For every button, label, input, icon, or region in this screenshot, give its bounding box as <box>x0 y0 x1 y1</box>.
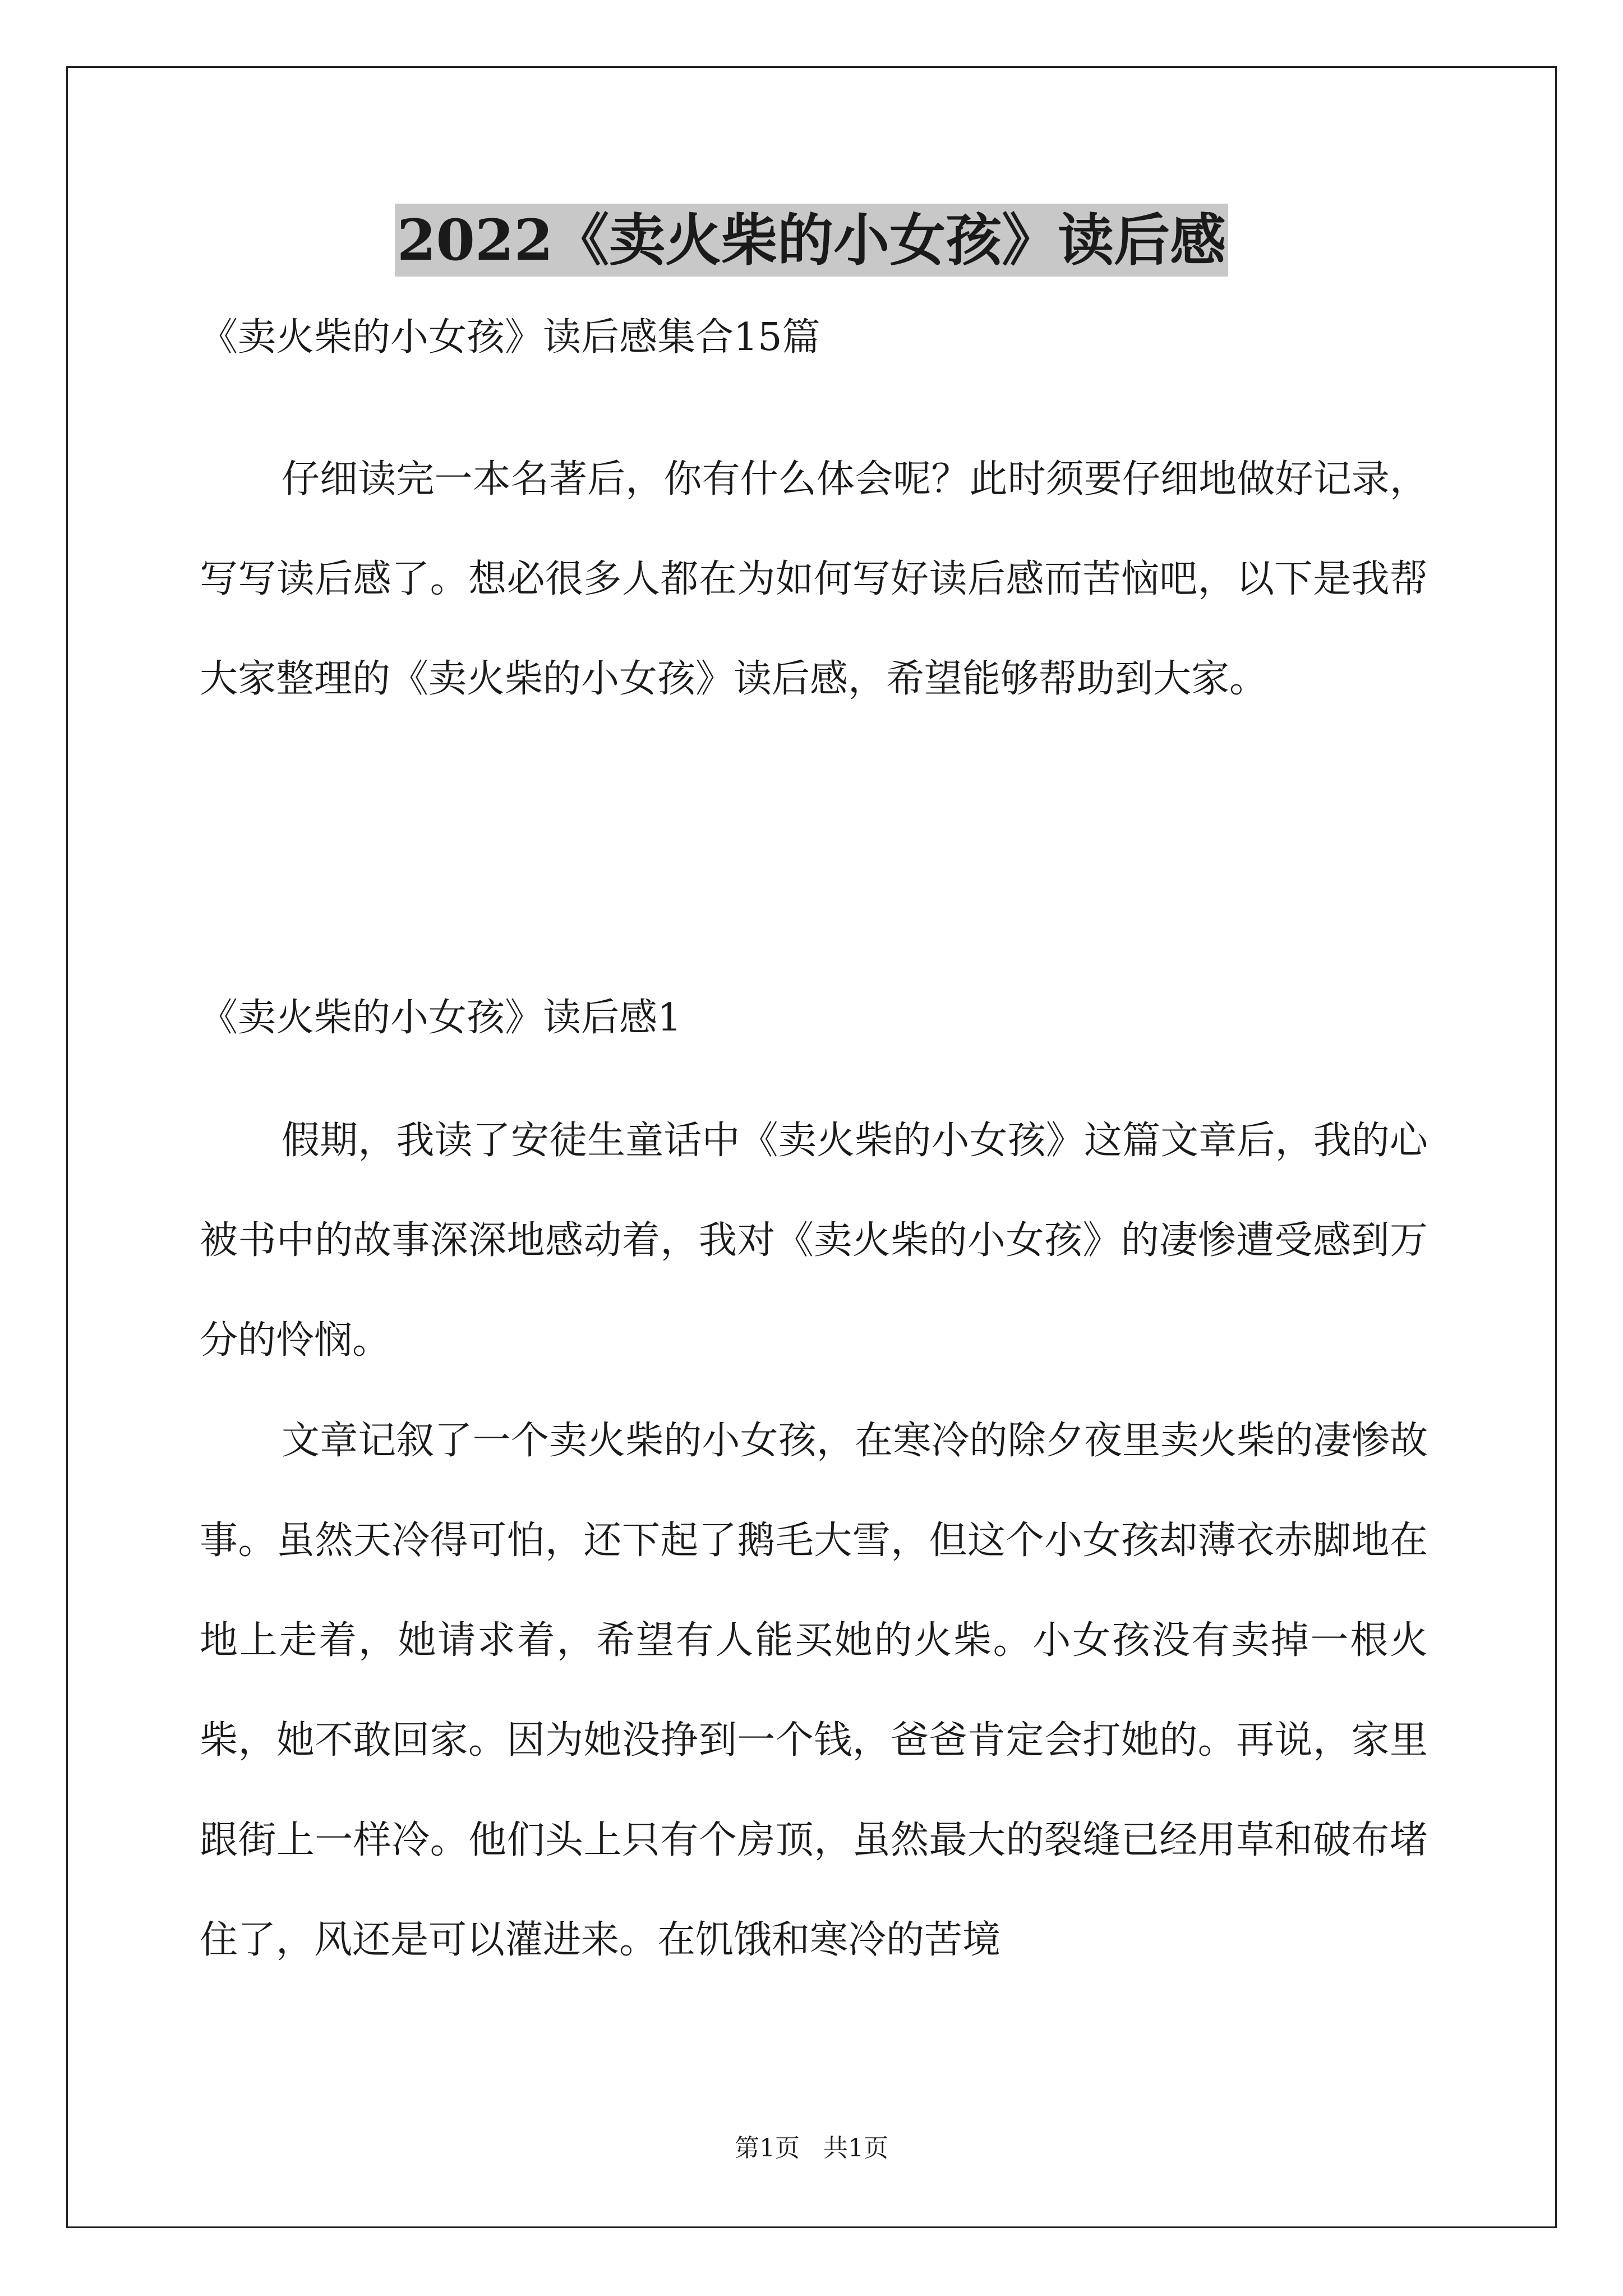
section-1-paragraph-2: 文章记叙了一个卖火柴的小女孩，在寒冷的除夕夜里卖火柴的凄惨故事。虽然天冷得可怕，还下起了鹅毛大雪，但这个小女孩却薄衣赤脚地在地上走着，她请求着，希望有人能买她的火柴。小女孩没有卖掉一根火柴，她不敢回家。因为她没挣到一个钱，爸爸肯定会打她的。再说，家里跟街上一样冷。他们头上只有个房顶，虽然最大的裂缝已经用草和破布堵住了，风还是可以灌进来。在饥饿和寒冷的苦境 <box>200 1419 1428 1962</box>
document-subtitle: 《卖火柴的小女孩》读后感集合15篇 <box>200 315 820 360</box>
document-title-text: 2022《卖火柴的小女孩》读后感 <box>395 204 1228 277</box>
intro-paragraph: 仔细读完一本名著后，你有什么体会呢？此时须要仔细地做好记录，写写读后感了。想必很多人都在为如何写好读后感而苦恼吧，以下是我帮大家整理的《卖火柴的小女孩》读后感，希望能够帮助到大家。 <box>200 457 1428 701</box>
document-title <box>0 201 1623 279</box>
section-1-heading: 《卖火柴的小女孩》读后感1 <box>200 996 682 1040</box>
section-1-paragraph-1: 假期，我读了安徒生童话中《卖火柴的小女孩》这篇文章后，我的心被书中的故事深深地感动着，我对《卖火柴的小女孩》的凄惨遭受感到万分的怜悯。 <box>200 1119 1428 1363</box>
page-footer: 第1页 共1页 <box>735 2134 888 2162</box>
